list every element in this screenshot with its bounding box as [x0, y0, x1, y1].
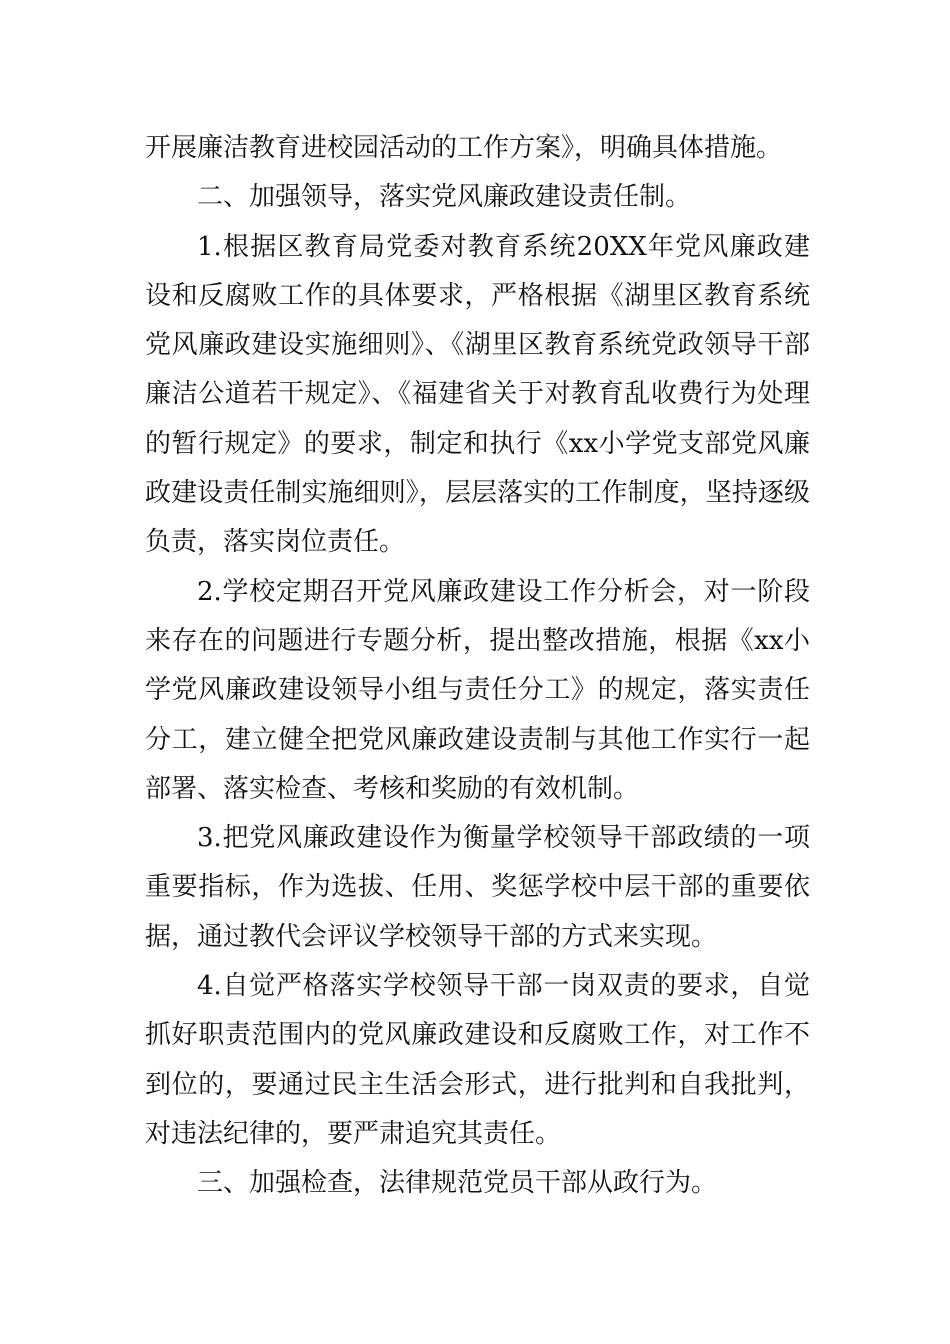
paragraph-continuation: 开展廉洁教育进校园活动的工作方案》，明确具体措施。: [145, 133, 783, 163]
paragraph-item-3: 3.把党风廉政建设作为衡量学校领导干部政绩的一项重要指标，作为选拔、任用、奖惩学校中层干部的重要依据，通过教代会评议学校领导干部的方式来实现。: [145, 823, 810, 952]
paragraph-item-2: 2.学校定期召开党风廉政建设工作分析会，对一阶段来存在的问题进行专题分析，提出整改措施，根据《xx小学党风廉政建设领导小组与责任分工》的规定，落实责任分工，建立健全把党风廉政建设责制与其他工作实行一起部署、落实检查、考核和奖励的有效机制。: [145, 576, 810, 804]
paragraph-item-1: 1.根据区教育局党委对教育系统20XX年党风廉政建设和反腐败工作的具体要求，严格根据《湖里区教育系统党风廉政建设实施细则》、《湖里区教育系统党政领导干部廉洁公道若干规定》、《福建省关于对教育乱收费行为处理的暂行规定》的要求，制定和执行《xx小学党支部党风廉政建设责任制实施细则》，层层落实的工作制度，坚持逐级负责，落实岗位责任。: [145, 231, 810, 558]
paragraph-item-4: 4.自觉严格落实学校领导干部一岗双责的要求，自觉抓好职责范围内的党风廉政建设和反腐败工作，对工作不到位的，要通过民主生活会形式，进行批判和自我批判，对违法纪律的，要严肃追究其责任。: [145, 971, 810, 1149]
section-heading-two: 二、加强领导，落实党风廉政建设责任制。: [197, 182, 692, 213]
section-heading-three: 三、加强检查，法律规范党员干部从政行为。: [197, 1168, 718, 1199]
document-body: [145, 124, 810, 1209]
